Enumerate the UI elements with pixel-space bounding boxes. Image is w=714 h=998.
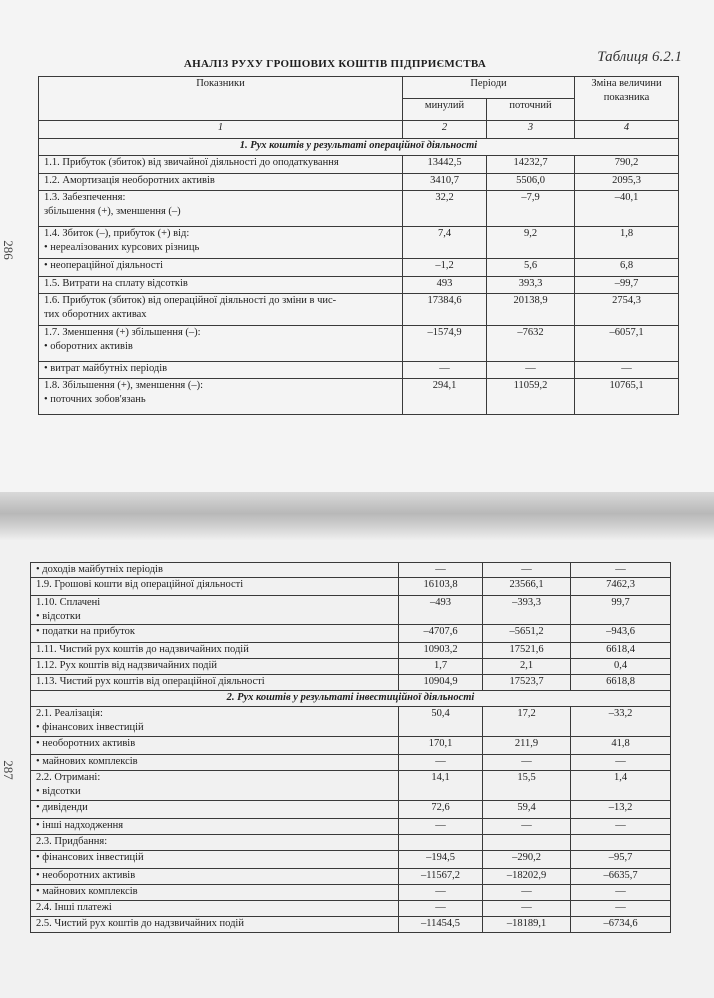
table-title: АНАЛІЗ РУХУ ГРОШОВИХ КОШТІВ ПІДПРИЄМСТВА [183,58,487,70]
table-row [39,277,679,294]
value-current: 20138,9 [487,294,575,326]
table-row [39,326,679,362]
value-current: — [487,362,575,379]
value-change: 1,8 [575,227,679,259]
value-current: –393,3 [483,596,571,625]
table-row [31,659,671,675]
value-change: — [571,819,671,835]
table-row [31,819,671,835]
page-number: 287 [0,760,16,780]
row-label [31,737,399,755]
value-change: 41,8 [571,737,671,755]
value-change: — [575,362,679,379]
table-row [31,675,671,691]
value-change: 2754,3 [575,294,679,326]
row-label-line: 1.12. Рух коштів від надзвичайних подій [36,660,218,671]
value-past: 7,4 [403,227,487,259]
table-row [31,801,671,819]
value-past: 72,6 [399,801,483,819]
value-change: — [571,901,671,917]
value-past: 10903,2 [399,643,483,659]
value-current: –18189,1 [483,917,571,933]
value-change: — [571,755,671,771]
row-label-line: 1.11. Чистий рух коштів до надзвичайних подій [36,644,249,655]
row-label-line: • неопераційної діяльності [44,260,164,271]
table-row [31,851,671,869]
cash-flow-table-part-1 [38,76,679,415]
value-past: — [403,362,487,379]
value-current: 5506,0 [487,174,575,191]
header-change: Зміна величини показника [575,77,679,121]
value-past: –493 [399,596,483,625]
table-row [39,156,679,174]
value-current: 14232,7 [487,156,575,174]
table-row [31,771,671,801]
value-current: — [483,755,571,771]
row-label [39,259,403,277]
row-label [39,362,403,379]
table-row [39,174,679,191]
row-label-line: • необоротних активів [36,738,136,749]
row-label [31,707,399,737]
value-past: –11454,5 [399,917,483,933]
row-label [39,379,403,415]
value-past: –1574,9 [403,326,487,362]
row-label-line: • необоротних активів [36,870,136,881]
value-current: 17521,6 [483,643,571,659]
value-change: — [571,885,671,901]
value-past: 493 [403,277,487,294]
header-current: поточний [487,99,575,121]
row-label-line: 2.5. Чистий рух коштів до надзвичайних подій [36,918,244,929]
table-row [31,835,671,851]
row-label-line: • витрат майбутніх періодів [44,363,168,374]
value-past: 1,7 [399,659,483,675]
row-label-line: 2.4. Інші платежі [36,902,112,913]
value-change: 1,4 [571,771,671,801]
row-label [31,851,399,869]
value-current: 393,3 [487,277,575,294]
table-row [31,563,671,578]
row-label [31,819,399,835]
value-past: 14,1 [399,771,483,801]
table-row [39,294,679,326]
row-label-line: • відсотки [36,786,81,797]
value-change [571,835,671,851]
value-current: –290,2 [483,851,571,869]
value-past: –4707,6 [399,625,483,643]
row-label [31,659,399,675]
value-current: 23566,1 [483,578,571,596]
row-label-line: • доходів майбутніх періодів [36,564,163,575]
table-row [31,869,671,885]
row-label [31,643,399,659]
row-label-line: • фінансових інвестицій [36,852,144,863]
value-change: –6057,1 [575,326,679,362]
value-past: –11567,2 [399,869,483,885]
value-current: –5651,2 [483,625,571,643]
row-label-line: 1.7. Зменшення (+) збільшення (–): [44,327,201,338]
row-label [39,174,403,191]
table-row [31,578,671,596]
section-heading: 2. Рух коштів у результаті інвестиційної діяльності [31,691,671,707]
page-number: 286 [0,240,16,260]
value-change: –33,2 [571,707,671,737]
value-past: 17384,6 [403,294,487,326]
row-label [31,901,399,917]
value-current: 9,2 [487,227,575,259]
value-change: 6618,4 [571,643,671,659]
row-label-line: 1.1. Прибуток (збиток) від звичайної діяльності до оподаткування [44,157,339,168]
row-label-line: • дивіденди [36,802,88,813]
row-label [39,294,403,326]
value-current: 17,2 [483,707,571,737]
value-past: — [399,885,483,901]
table-row [39,362,679,379]
cash-flow-table-part-2 [30,562,671,933]
value-current: 5,6 [487,259,575,277]
value-past: — [399,563,483,578]
row-label-line: 2.2. Отримані: [36,772,101,783]
value-change: 0,4 [571,659,671,675]
row-label-line: 1.3. Забезпечення: [44,192,126,203]
row-label [31,917,399,933]
value-current: — [483,885,571,901]
table-row [31,917,671,933]
table-row [39,379,679,415]
value-current: — [483,563,571,578]
value-change: 10765,1 [575,379,679,415]
value-current: –7,9 [487,191,575,227]
header-past: минулий [403,99,487,121]
value-past: 32,2 [403,191,487,227]
value-past: 170,1 [399,737,483,755]
row-label [39,227,403,259]
row-label-line: 1.2. Амортизація необоротних активів [44,175,215,186]
row-label [31,578,399,596]
row-label [31,675,399,691]
value-past: — [399,819,483,835]
row-label-line: • податки на прибуток [36,626,135,637]
row-label-line: 1.5. Витрати на сплату відсотків [44,278,188,289]
table-row [31,707,671,737]
row-label-line: • оборотних активів [44,341,133,352]
section-heading: 1. Рух коштів у результаті операційної діяльності [39,139,679,156]
value-past: 13442,5 [403,156,487,174]
row-label-line: • поточних зобов'язань [44,394,146,405]
table-row [31,625,671,643]
row-label [31,563,399,578]
page-287 [0,540,714,998]
row-label-line: • інші надходження [36,820,124,831]
col-number-3: 3 [487,121,575,139]
row-label [39,191,403,227]
row-label [31,625,399,643]
row-label-line: 1.6. Прибуток (збиток) від операційної діяльності до зміни в чис- [44,295,337,306]
value-change: –6635,7 [571,869,671,885]
value-past: 294,1 [403,379,487,415]
table-reference: Таблиця 6.2.1 [597,49,682,65]
page-gap [0,492,714,540]
value-change: –943,6 [571,625,671,643]
row-label-line: • фінансових інвестицій [36,722,144,733]
row-label [31,596,399,625]
value-change: –40,1 [575,191,679,227]
row-label-line: 2.3. Придбання: [36,836,108,847]
value-current: –18202,9 [483,869,571,885]
row-label [31,835,399,851]
value-change: 2095,3 [575,174,679,191]
value-current: 17523,7 [483,675,571,691]
row-label [31,885,399,901]
row-label-line: • нереалізованих курсових різниць [44,242,200,253]
value-past: 10904,9 [399,675,483,691]
value-current: 11059,2 [487,379,575,415]
value-past: 50,4 [399,707,483,737]
table-row [39,259,679,277]
table-row [39,227,679,259]
row-label [39,156,403,174]
table-row [31,901,671,917]
col-number-2: 2 [403,121,487,139]
row-label [31,755,399,771]
table-row [31,596,671,625]
value-current: 211,9 [483,737,571,755]
table-row [31,755,671,771]
page-286 [0,0,714,492]
table-row [39,191,679,227]
value-change: 7462,3 [571,578,671,596]
value-change: 6,8 [575,259,679,277]
value-current [483,835,571,851]
row-label-line: 1.4. Збиток (–), прибуток (+) від: [44,228,190,239]
value-current: — [483,901,571,917]
value-current: –7632 [487,326,575,362]
value-past: –194,5 [399,851,483,869]
value-change: 790,2 [575,156,679,174]
row-label-line: збільшення (+), зменшення (–) [44,206,181,217]
value-past: –1,2 [403,259,487,277]
value-current: 59,4 [483,801,571,819]
row-label [31,801,399,819]
value-change: 99,7 [571,596,671,625]
row-label-line: тих оборотних активах [44,309,147,320]
value-current: — [483,819,571,835]
row-label-line: 2.1. Реалізація: [36,708,103,719]
header-indicators: Показники [39,77,403,121]
row-label-line: • майнових комплексів [36,886,138,897]
value-change: 6618,8 [571,675,671,691]
table-row [31,737,671,755]
value-current: 2,1 [483,659,571,675]
row-label-line: • відсотки [36,611,81,622]
value-past: 3410,7 [403,174,487,191]
row-label [31,869,399,885]
value-past [399,835,483,851]
row-label-line: • майнових комплексів [36,756,138,767]
value-change: –6734,6 [571,917,671,933]
row-label-line: 1.9. Грошові кошти від операційної діяльності [36,579,244,590]
row-label-line: 1.8. Збільшення (+), зменшення (–): [44,380,204,391]
value-change: — [571,563,671,578]
row-label-line: 1.10. Сплачені [36,597,101,608]
table-row [31,885,671,901]
col-number-4: 4 [575,121,679,139]
value-change: –13,2 [571,801,671,819]
col-number-1: 1 [39,121,403,139]
row-label [39,326,403,362]
value-past: 16103,8 [399,578,483,596]
row-label [39,277,403,294]
row-label [31,771,399,801]
value-change: –99,7 [575,277,679,294]
row-label-line: 1.13. Чистий рух коштів від операційної діяльності [36,676,265,687]
value-current: 15,5 [483,771,571,801]
value-past: — [399,901,483,917]
value-past: — [399,755,483,771]
header-periods: Періоди [403,77,575,99]
table-row [31,643,671,659]
value-change: –95,7 [571,851,671,869]
